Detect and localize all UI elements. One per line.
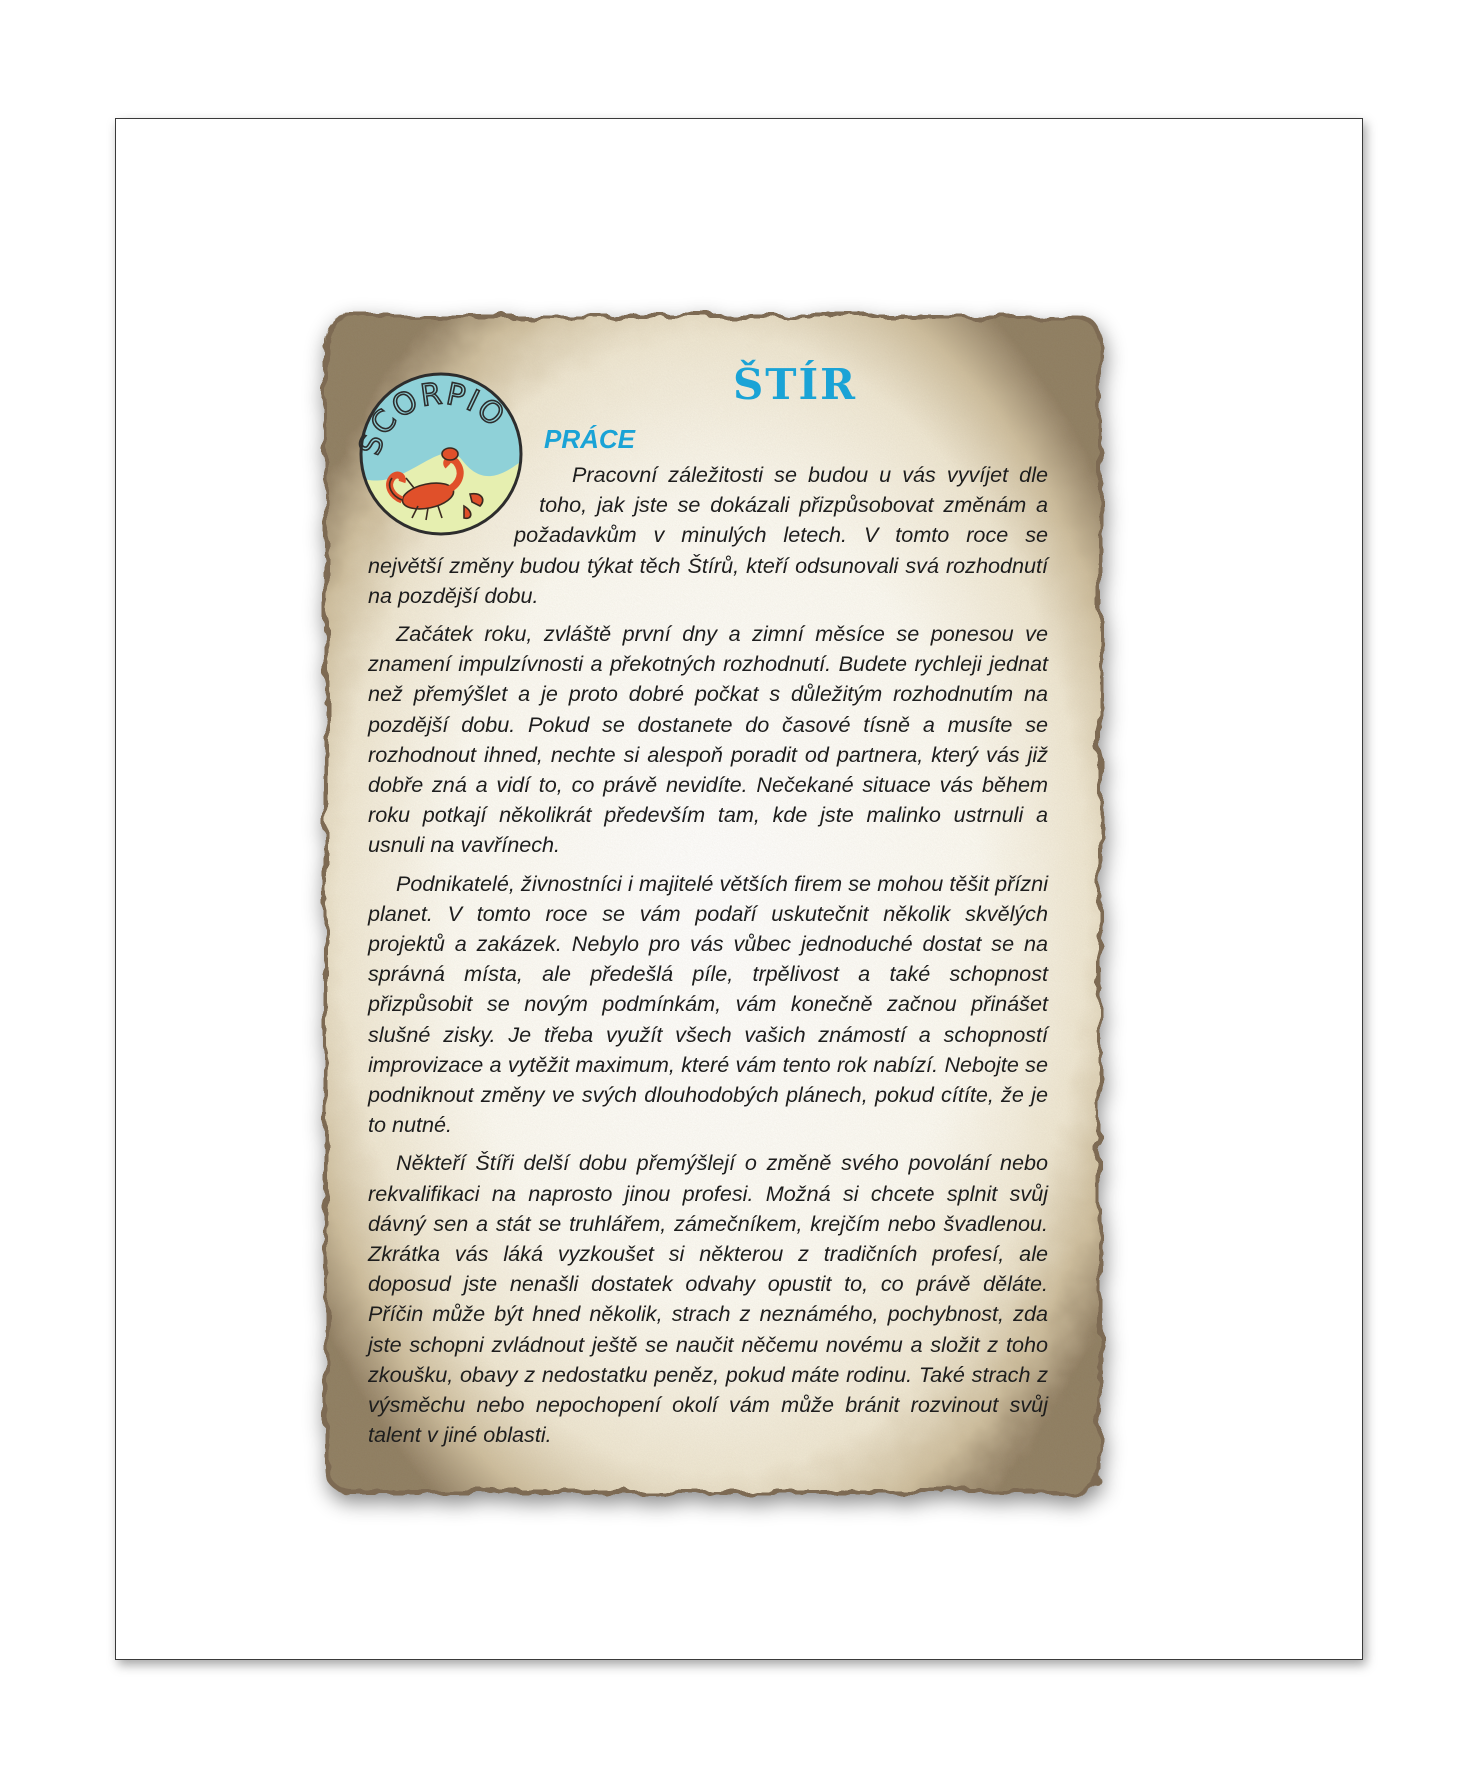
parchment-card xyxy=(310,300,1116,1508)
section-heading: PRÁCE xyxy=(544,424,636,454)
paragraph: Začátek roku, zvláště první dny a zimní měsíce se ponesou ve znamení impulzívnosti a překotných rozhodnutí. Budete rychleji jednat než přemýšlet a je proto dobré počkat s důležitým rozhodnutím na pozdější dobu. Pokud se dostanete do časové tísně a musíte se rozhodnout ihned, nechte si alespoň poradit od partnera, který vás již dobře zná a vidí to, co právě nevidíte. Nečekané situace vás během roku potkají několikrát především tam, kde jste malinko ustrnuli a usnuli na vavřínech. xyxy=(368,621,1048,858)
paragraph: Někteří Štíři delší dobu přemýšlejí o změně svého povolání nebo rekvalifikaci na naprosto jinou profesi. Možná si chcete splnit svůj dávný sen a stát se truhlářem, zámečníkem, krejčím nebo švadlenou. Zkrátka vás láká vyzkoušet si některou z tradičních profesí, ale doposud jste nenašli dostatek odvahy opustit to, co právě děláte. Příčin může být hned několik, strach z neznámého, pochybnost, zda jste schopni zvládnout ještě se naučit něčemu novému a složit z toho zkoušku, obavy z nedostatku peněz, pokud máte rodinu. Také strach z výsměchu nebo nepochopení okolí vám může bránit rozvinout svůj talent v jiné oblasti. xyxy=(368,1150,1048,1448)
card-content xyxy=(352,348,1048,1458)
paragraph: Pracovní záležitosti se budou u vás vyvíjet dle toho, jak jste se dokázali přizpůsobovat změnám a požadavkům v minulých letech. V tomto roce se největší změny budou týkat těch Štírů, kteří odsunovali svá rozhodnutí na pozdější dobu. xyxy=(368,462,1048,608)
emblem-label: SCORPIO xyxy=(352,376,513,460)
page-title: ŠTÍR xyxy=(732,360,858,409)
paragraph: Podnikatelé, živnostníci i majitelé větších firem se mohou těšit přízni planet. V tomto roce se vám podaří uskutečnit několik skvělých projektů a zakázek. Nebylo pro vás vůbec jednoduché dostat se na správná místa, ale předešlá píle, trpělivost a také schopnost přizpůsobit se novým podmínkám, vám konečně začnou přinášet slušné zisky. Je třeba využít všech vašich známostí a schopností improvizace a vytěžit maximum, které vám tento rok nabízí. Nebojte se podniknout změny ve svých dlouhodobých plánech, pokud cítíte, že je to nutné. xyxy=(368,870,1048,1138)
scorpio-emblem xyxy=(352,368,530,540)
